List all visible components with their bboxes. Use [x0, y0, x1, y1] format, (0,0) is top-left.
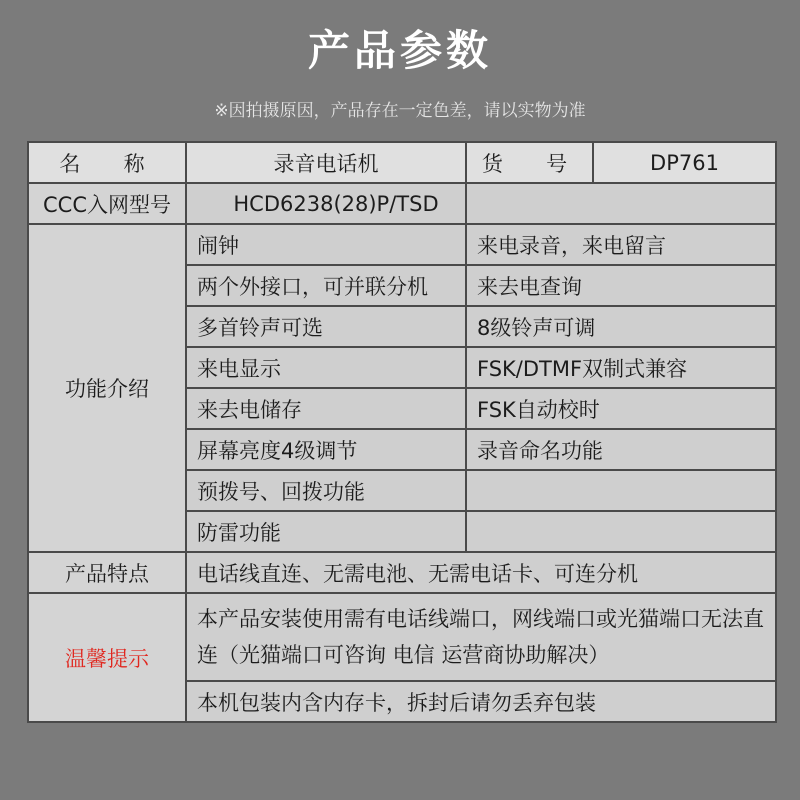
spec-table [27, 141, 777, 723]
features-label: 功能介绍 [28, 224, 186, 552]
feature-cell: 录音命名功能 [466, 429, 776, 470]
feature-cell: 来去电查询 [466, 265, 776, 306]
traits-value: 电话线直连、无需电池、无需电话卡、可连分机 [186, 552, 776, 593]
feature-cell: 来电显示 [186, 347, 466, 388]
feature-cell: 来电录音，来电留言 [466, 224, 776, 265]
table-row [28, 224, 776, 265]
table-row [28, 183, 776, 224]
feature-cell: FSK自动校时 [466, 388, 776, 429]
tips-label: 温馨提示 [28, 593, 186, 722]
feature-cell [466, 511, 776, 552]
feature-cell: 预拨号、回拨功能 [186, 470, 466, 511]
ccc-value: HCD6238(28)P/TSD [186, 183, 466, 224]
feature-cell: 来去电储存 [186, 388, 466, 429]
table-row [28, 593, 776, 681]
name-label: 名 称 [28, 142, 186, 183]
name-value: 录音电话机 [186, 142, 466, 183]
feature-cell: 屏幕亮度4级调节 [186, 429, 466, 470]
feature-cell: 闹钟 [186, 224, 466, 265]
tips-line-1: 本产品安装使用需有电话线端口，网线端口或光猫端口无法直连（光猫端口可咨询 电信 运营商协助解决） [186, 593, 776, 681]
sku-label: 货 号 [466, 142, 593, 183]
sku-value: DP761 [593, 142, 776, 183]
page-title: 产品参数 [307, 26, 492, 75]
feature-cell: 两个外接口，可并联分机 [186, 265, 466, 306]
feature-cell: 8级铃声可调 [466, 306, 776, 347]
table-row [28, 552, 776, 593]
feature-cell: 多首铃声可选 [186, 306, 466, 347]
feature-cell: 防雷功能 [186, 511, 466, 552]
tips-line-2: 本机包装内含内存卡，拆封后请勿丢弃包装 [186, 681, 776, 722]
color-disclaimer: ※因拍摄原因，产品存在一定色差，请以实物为准 [214, 101, 586, 121]
ccc-label: CCC入网型号 [28, 183, 186, 224]
traits-label: 产品特点 [28, 552, 186, 593]
feature-cell: FSK/DTMF双制式兼容 [466, 347, 776, 388]
feature-cell [466, 470, 776, 511]
ccc-empty-cell [466, 183, 776, 224]
table-row [28, 142, 776, 183]
